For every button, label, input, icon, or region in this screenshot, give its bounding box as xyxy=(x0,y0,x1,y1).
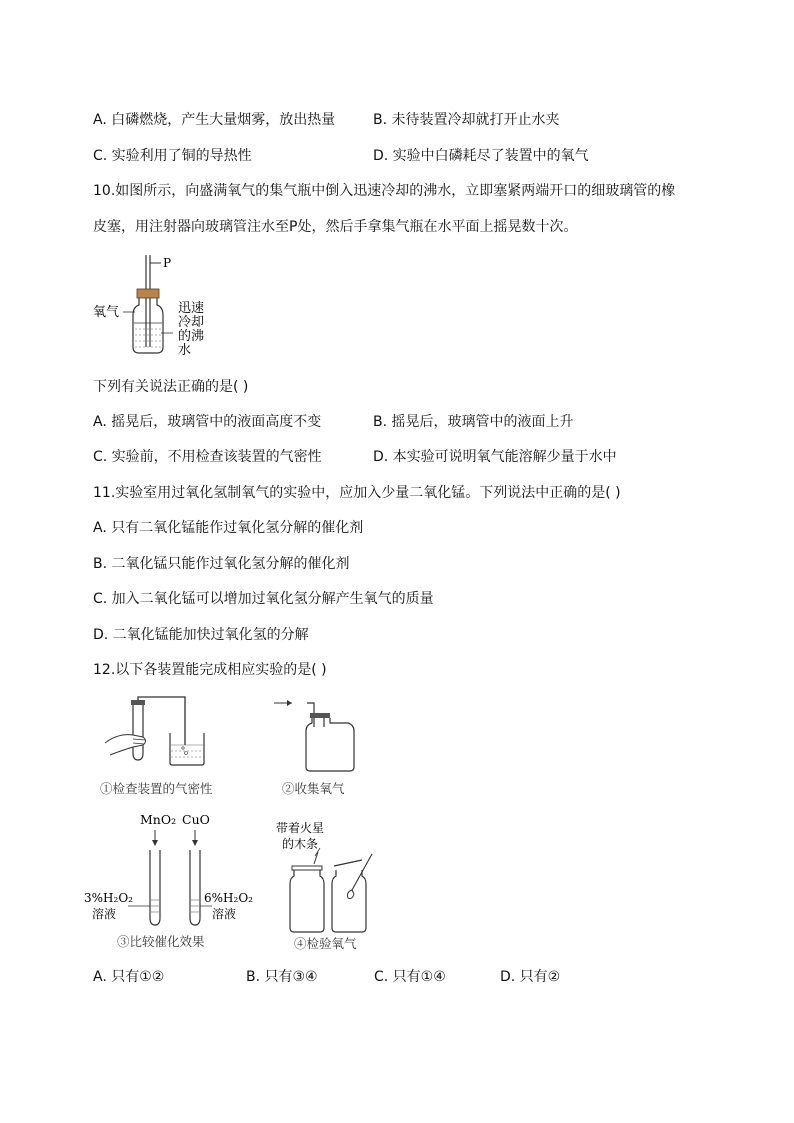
q12-fig-4-label-1: 带着火星 xyxy=(276,821,325,835)
q10-option-b: B. 摇晃后，玻璃管中的液面上升 xyxy=(373,414,574,430)
q12-fig-3-right-label-1: 6%H₂O₂ xyxy=(204,891,253,905)
q11-option-b: B. 二氧化锰只能作过氧化氢分解的催化剂 xyxy=(93,556,350,572)
q10-option-c: C. 实验前，不用检查该装置的气密性 xyxy=(93,449,322,465)
q10-label-water-2: 冷却 xyxy=(178,315,205,330)
q10-figure-gas-bottle xyxy=(93,255,223,360)
q12-fig-2-caption: ②收集氧气 xyxy=(282,781,345,796)
q12-fig-3-left-label-1: 3%H₂O₂ xyxy=(84,891,133,905)
q10-stem-line-1: 10.如图所示，向盛满氧气的集气瓶中倒入迅速冷却的沸水，立即塞紧两端开口的细玻璃管的橡 xyxy=(93,183,676,199)
q10-option-d: D. 本实验可说明氧气能溶解少量于水中 xyxy=(373,449,617,465)
q9-option-b: B. 未待装置冷却就打开止水夹 xyxy=(373,112,560,128)
q12-fig-3-label-cuo: CuO xyxy=(182,812,210,827)
q12-fig-4-caption: ④检验氧气 xyxy=(294,936,357,951)
q12-figure-1-airtightness xyxy=(100,695,220,800)
q10-stem-line-2: 皮塞，用注射器向玻璃管注水至P处，然后手拿集气瓶在水平面上摇晃数十次。 xyxy=(93,219,578,235)
q12-option-a: A. 只有①② xyxy=(93,969,165,985)
q12-option-d: D. 只有② xyxy=(500,969,561,985)
q10-label-water-1: 迅速 xyxy=(178,301,205,316)
q10-label-p: P xyxy=(163,256,172,270)
q9-option-d: D. 实验中白磷耗尽了装置中的氧气 xyxy=(373,148,589,164)
q9-option-a: A. 白磷燃烧，产生大量烟雾，放出热量 xyxy=(93,112,336,128)
q12-fig-3-left-label-2: 溶液 xyxy=(92,907,117,921)
q12-option-c: C. 只有①④ xyxy=(374,969,446,985)
q10-question: 下列有关说法正确的是( ) xyxy=(93,379,249,395)
q10-label-oxygen: 氧气 xyxy=(93,305,120,320)
q12-fig-3-label-mno2: MnO₂ xyxy=(140,812,177,827)
q12-fig-3-right-label-2: 溶液 xyxy=(212,907,237,921)
q11-option-a: A. 只有二氧化锰能作过氧化氢分解的催化剂 xyxy=(93,520,364,536)
q12-stem: 12.以下各装置能完成相应实验的是( ) xyxy=(93,662,327,678)
q12-figure-4-test-oxygen xyxy=(272,818,392,960)
q10-label-water-4: 水 xyxy=(178,343,192,358)
q11-stem: 11.实验室用过氧化氢制氧气的实验中，应加入少量二氧化锰。下列说法中正确的是( ) xyxy=(93,485,621,501)
q11-option-c: C. 加入二氧化锰可以增加过氧化氢分解产生氧气的质量 xyxy=(93,591,434,607)
q12-figure-3-catalyst xyxy=(82,810,262,960)
q12-option-b: B. 只有③④ xyxy=(246,969,318,985)
q12-fig-3-caption: ③比较催化效果 xyxy=(117,934,205,949)
q12-figure-2-collect-oxygen xyxy=(272,695,372,800)
q9-option-c: C. 实验利用了铜的导热性 xyxy=(93,148,252,164)
q10-label-water-3: 的沸 xyxy=(178,329,205,344)
q12-fig-1-caption: ①检查装置的气密性 xyxy=(100,781,213,796)
q11-option-d: D. 二氧化锰能加快过氧化氢的分解 xyxy=(93,627,309,643)
q10-option-a: A. 摇晃后，玻璃管中的液面高度不变 xyxy=(93,414,322,430)
q12-fig-4-label-2: 的木条 xyxy=(282,837,319,851)
